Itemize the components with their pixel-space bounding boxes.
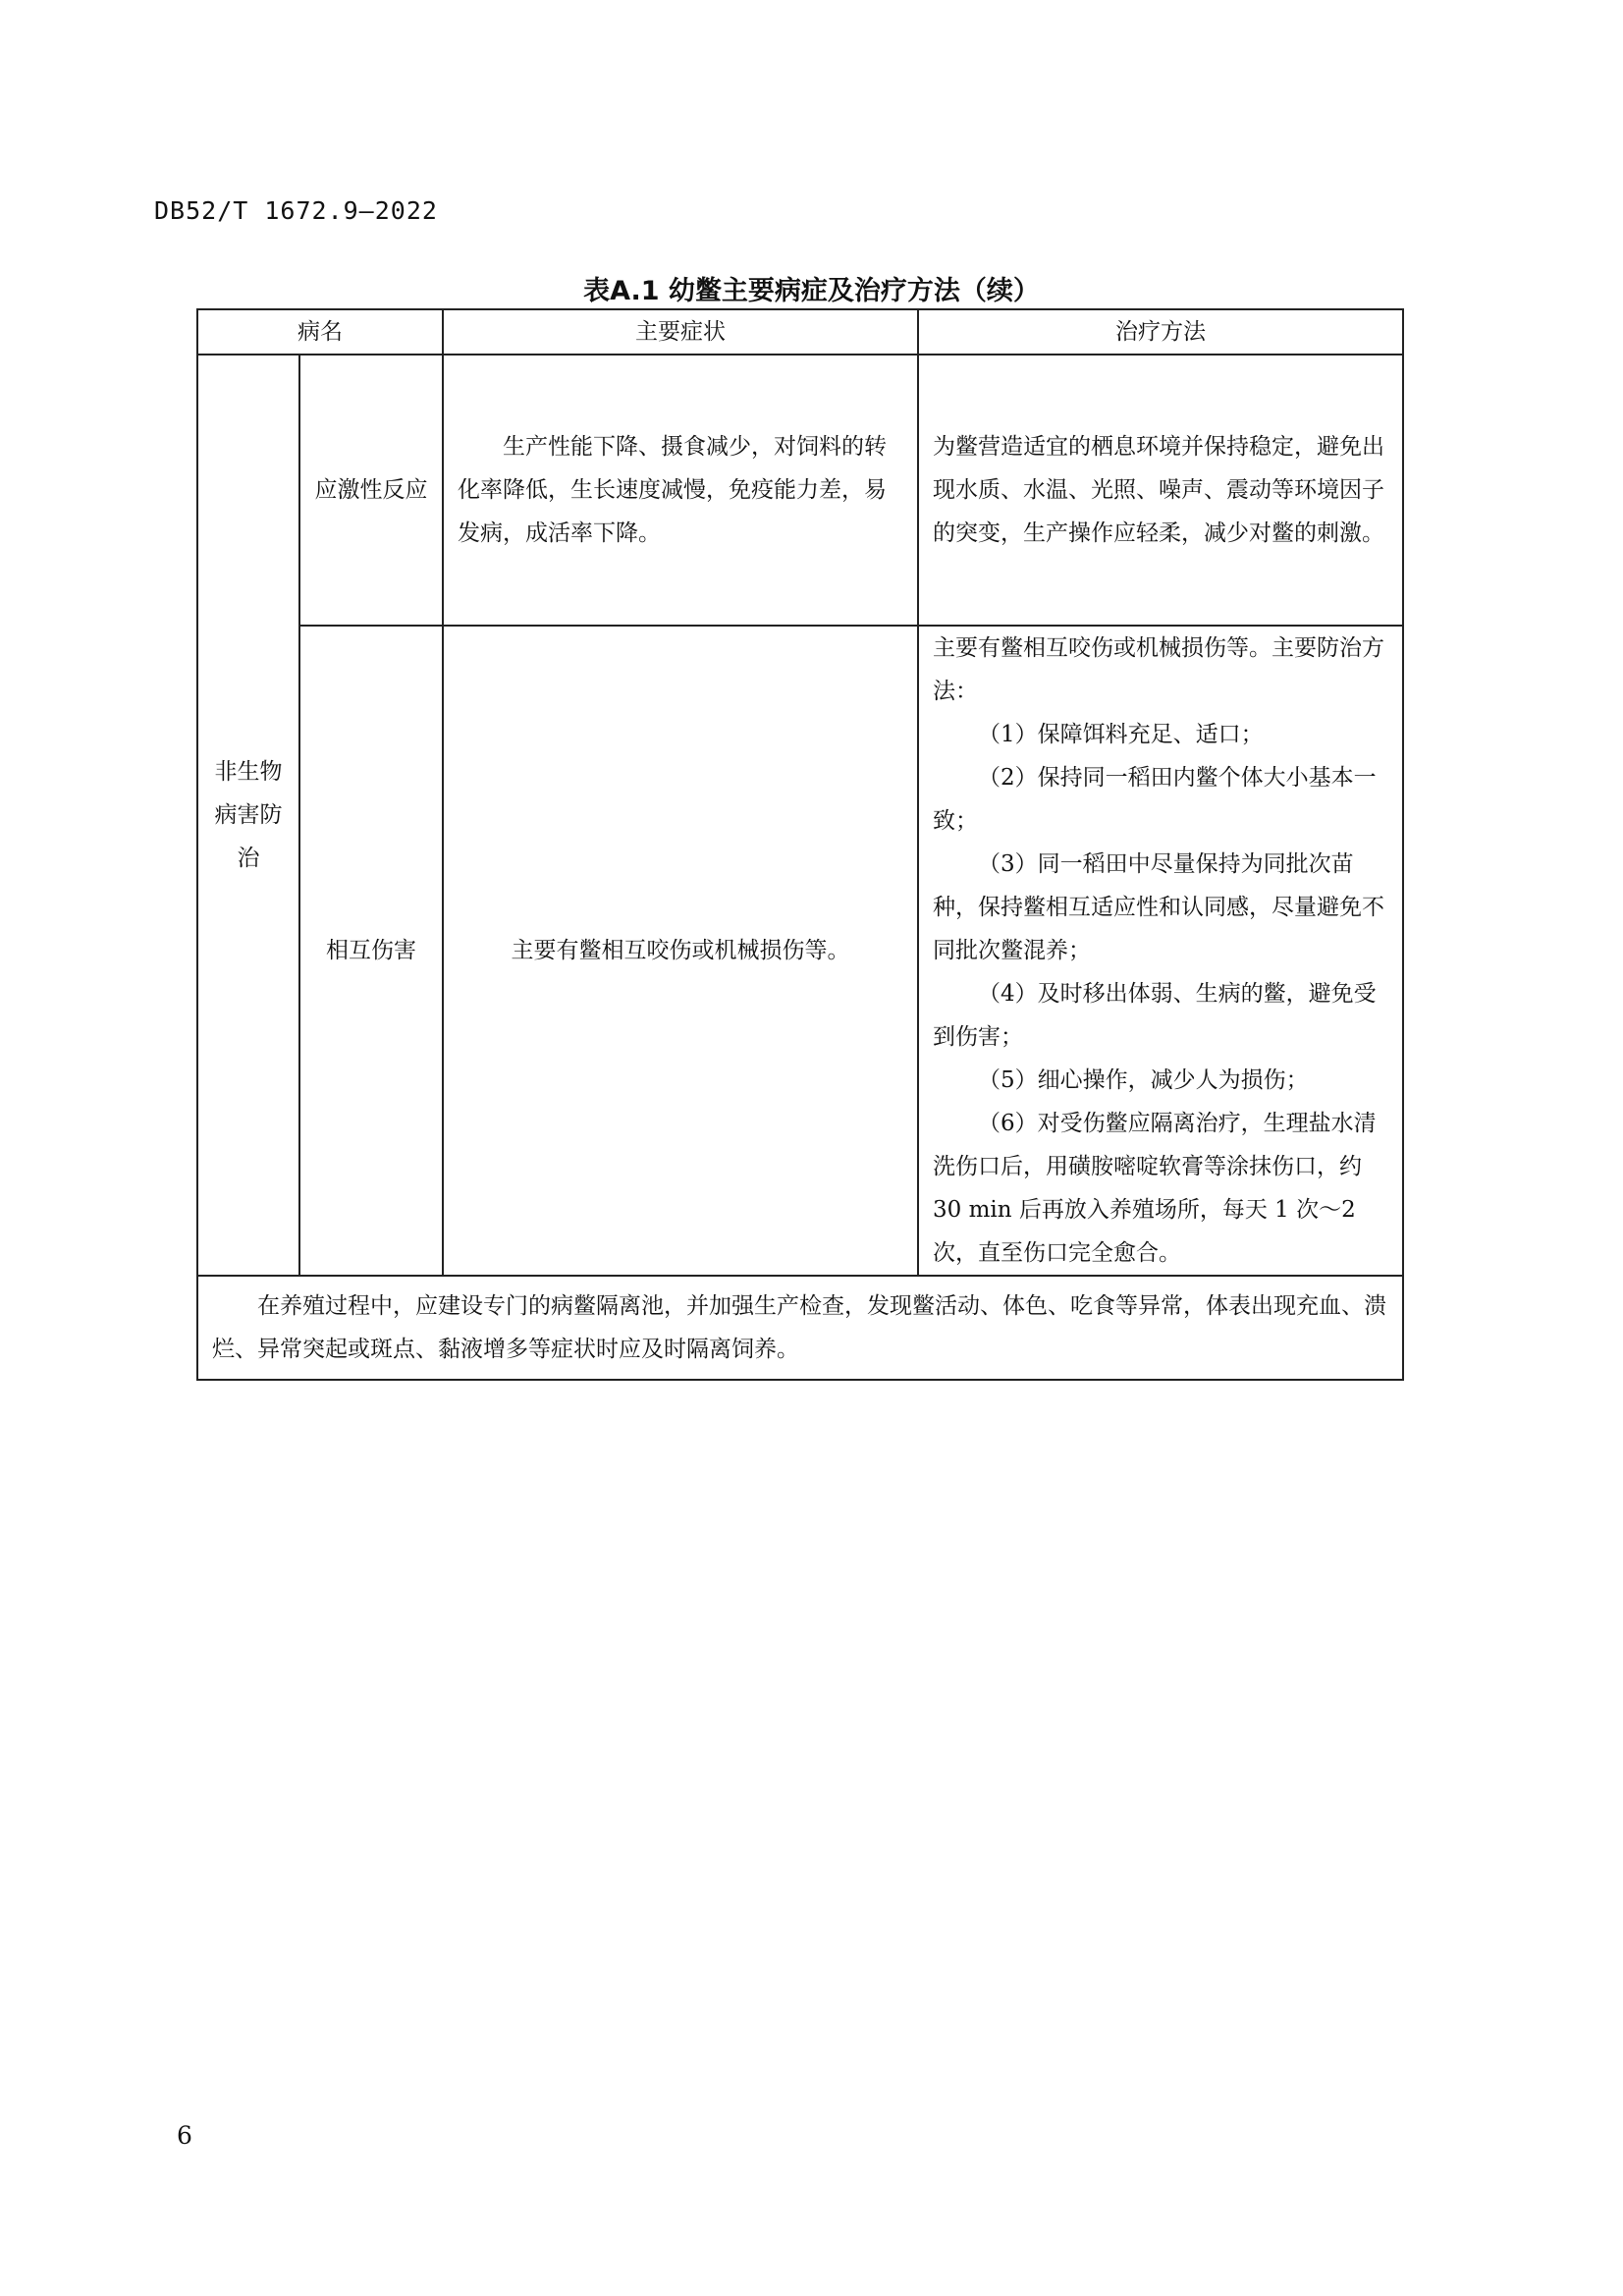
table-title: 表A.1 幼鳖主要病症及治疗方法（续） <box>583 276 1040 306</box>
category-cell: 非生物病害防治 <box>197 355 299 1276</box>
treatment-step: （6）对受伤鳖应隔离治疗，生理盐水清洗伤口后，用磺胺嘧啶软膏等涂抹伤口，约 30 min 后再放入养殖场所，每天 1 次～2 次，直至伤口完全愈合。 <box>933 1111 1377 1266</box>
table-row <box>197 355 1403 626</box>
header-main-symptoms: 主要症状 <box>443 309 918 355</box>
treatment-step: （3）同一稻田中尽量保持为同批次苗种，保持鳖相互适应性和认同感，尽量避免不同批次鳖混养； <box>933 851 1384 963</box>
symptom-cell: 主要有鳖相互咬伤或机械损伤等。 <box>443 626 918 1276</box>
disease-table <box>196 308 1404 1381</box>
header-disease-name: 病名 <box>197 309 443 355</box>
table-note: 在养殖过程中，应建设专门的病鳖隔离池，并加强生产检查，发现鳖活动、体色、吃食等异常，体表出现充血、溃烂、异常突起或斑点、黏液增多等症状时应及时隔离饲养。 <box>197 1276 1403 1380</box>
disease-name-cell: 应激性反应 <box>299 355 443 626</box>
table-header-row <box>197 309 1403 355</box>
treatment-cell: 为鳖营造适宜的栖息环境并保持稳定，避免出现水质、水温、光照、噪声、震动等环境因子的突变，生产操作应轻柔，减少对鳖的刺激。 <box>918 355 1403 626</box>
treatment-step: （5）细心操作，减少人为损伤； <box>978 1067 1309 1093</box>
table-row <box>197 626 1403 1276</box>
symptom-cell: 生产性能下降、摄食减少，对饲料的转化率降低，生长速度减慢，免疫能力差，易发病，成活率下降。 <box>443 355 918 626</box>
treatment-step: （1）保障饵料充足、适口； <box>978 722 1264 747</box>
table-note-row <box>197 1276 1403 1380</box>
header-treatment: 治疗方法 <box>918 309 1403 355</box>
document-code: DB52/T 1672.9—2022 <box>154 196 438 225</box>
treatment-intro: 主要有鳖相互咬伤或机械损伤等。主要防治方法： <box>933 635 1384 704</box>
treatment-cell <box>918 626 1403 1276</box>
treatment-step: （2）保持同一稻田内鳖个体大小基本一致； <box>933 765 1377 834</box>
treatment-step: （4）及时移出体弱、生病的鳖，避免受到伤害； <box>933 981 1377 1050</box>
disease-name-cell: 相互伤害 <box>299 626 443 1276</box>
page-number: 6 <box>177 2121 192 2150</box>
